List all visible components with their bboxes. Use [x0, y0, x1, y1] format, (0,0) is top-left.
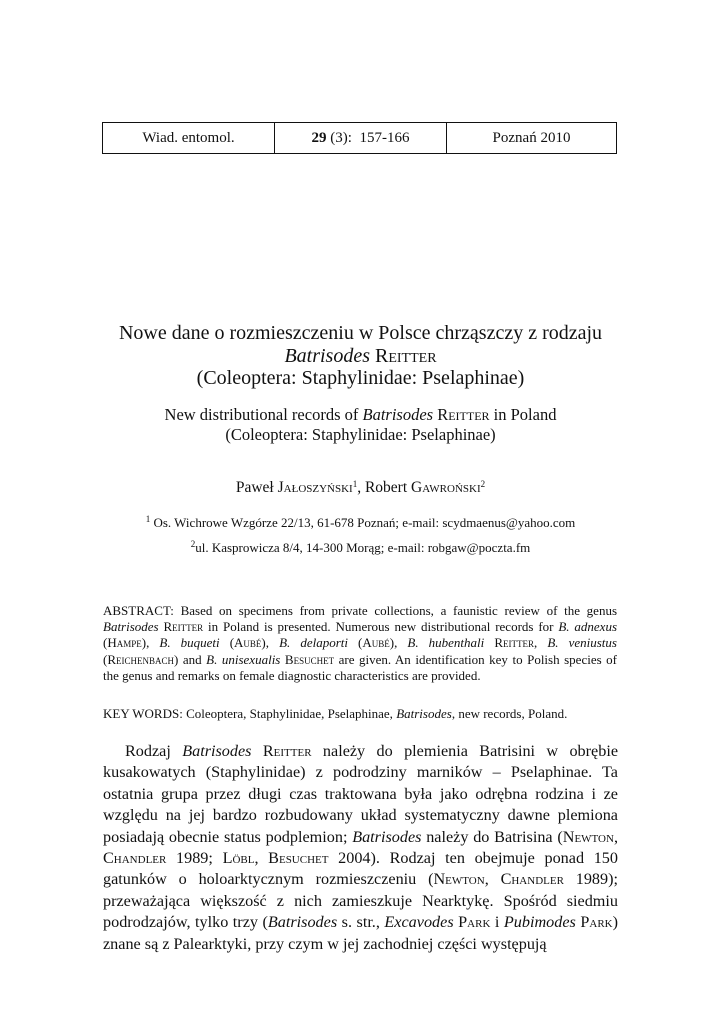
title-english-line1: New distributional records of Batrisodes Reitter in Poland	[164, 405, 557, 424]
title-english	[60, 405, 661, 445]
issue-pages: (3): 157-166	[326, 129, 410, 146]
authors-line: Paweł Jałoszyński$^1$, Robert Gawroński$^2$	[235, 479, 486, 496]
body-paragraph: Rodzaj Batrisodes Reitter należy do plemienia Batrisini w obrębie kusakowatych (Staphylinidae) z podrodziny marników – Pselaphinae. Ta ostatnia grupa przez długi czas traktowana była jako odrębna rodzina i ze względu na jej bardzo rozbudowany układ systematyczny dawne plemiona posiadają obecnie status podplemion; Batrisodes należy do Batrisina (Newton, Chandler 1989; Löbl, Besuchet 2004). Rodzaj ten obejmuje ponad 150 gatunków o holoarktycznym rozmieszczeniu (Newton, Chandler 1989); przeważająca większość z nich zamieszkuje Nearktykę. Spośród siedmiu podrodzajów, tylko trzy (Batrisodes s. str., Excavodes Park i Pubimodes Park) znane są z Palearktyki, przy czym w jej zachodniej części występują	[103, 742, 619, 953]
place-year: Poznań 2010	[492, 129, 571, 146]
title-polish	[60, 322, 661, 390]
affiliation-1: $^1$ Os. Wichrowe Wzgórze 22/13, 61-678 Poznań; e-mail: scydmaenus@yahoo.com	[145, 514, 576, 530]
keywords: KEY WORDS: Coleoptera, Staphylinidae, Pselaphinae, Batrisodes, new records, Poland.	[103, 706, 568, 721]
title-polish-line2: Batrisodes Reitter	[284, 344, 437, 367]
title-polish-line3: (Coleoptera: Staphylinidae: Pselaphinae)	[196, 367, 525, 389]
affiliation-2: $^2$ul. Kasprowicza 8/4, 14-300 Morąg; e-mail: robgaw@poczta.fm	[190, 539, 531, 555]
abstract: ABSTRACT: Based on specimens from private collections, a faunistic review of the genus Batrisodes Reitter in Poland is presented. Numerous new distributional records for B. adnexus (Hampe), B. buqueti (Aubé), B. delaporti (Aubé), B. hubenthali Reitter, B. veniustus (Reichenbach) and B. unisexualis Besuchet are given. An identification key to Polish species of the genus and remarks on female diagnostic characteristics are provided.	[103, 603, 618, 683]
title-polish-line1: Nowe dane o rozmieszczeniu w Polsce chrząszczy z rodzaju	[118, 322, 603, 344]
volume-number: 29	[311, 129, 327, 146]
volume-issue-pages	[275, 123, 447, 153]
journal-header-box	[102, 122, 617, 154]
title-english-line2: (Coleoptera: Staphylinidae: Pselaphinae)	[225, 425, 496, 444]
journal-name: Wiad. entomol.	[103, 123, 275, 153]
